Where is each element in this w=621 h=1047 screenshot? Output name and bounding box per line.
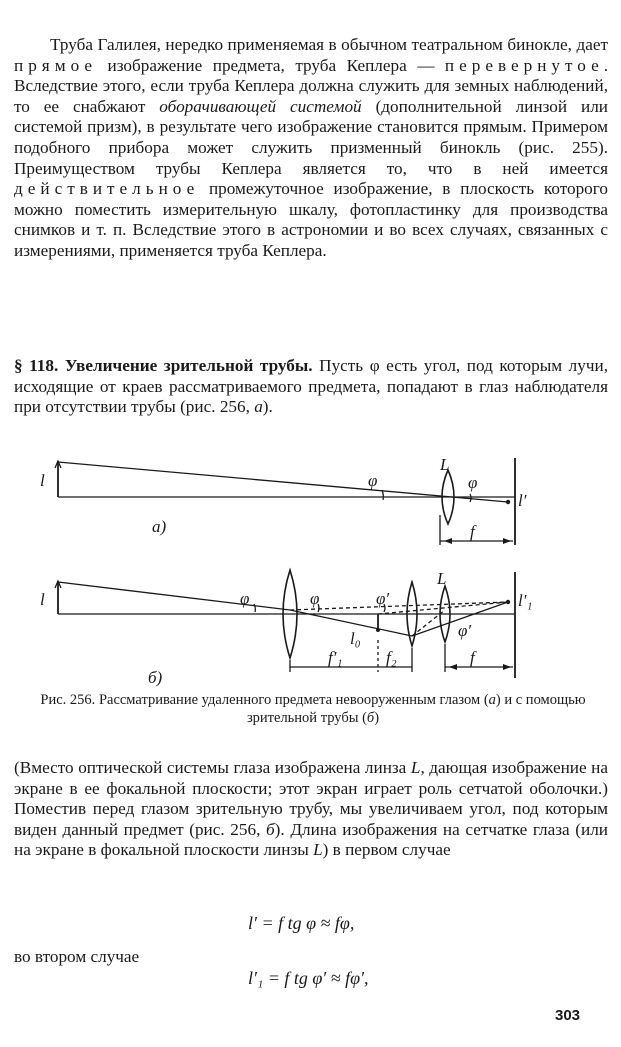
- label-f1: f′₁: [328, 648, 343, 667]
- paragraph-retina: [14, 758, 608, 861]
- label-phi-b2: φ: [310, 589, 320, 608]
- spaced-emphasis: действительное: [14, 179, 200, 199]
- angle-arc-b1: [254, 604, 255, 612]
- image-point-a: [506, 500, 510, 504]
- figure-labels: [40, 455, 532, 687]
- formula-first-case: l′ = f tg φ ≈ fφ,: [248, 913, 355, 933]
- label-phi-b1: φ: [240, 589, 250, 608]
- intermediate-point: [376, 628, 380, 632]
- text-run: а: [488, 692, 496, 708]
- label-phi-a2: φ: [468, 473, 478, 492]
- panel-label-b: б): [148, 668, 163, 687]
- label-l-prime: l′: [518, 491, 527, 510]
- arrowhead: [503, 538, 511, 544]
- image-point-b: [506, 600, 510, 604]
- label-f2: f₂: [386, 648, 397, 667]
- arrowhead: [444, 538, 452, 544]
- figure-ref: б: [266, 819, 275, 839]
- figure-ref: а: [254, 397, 263, 417]
- symbol-L: L: [313, 840, 323, 860]
- caption-prefix: Рис. 256.: [40, 692, 96, 708]
- label-l1-prime: l′₁: [518, 591, 533, 610]
- angle-arc-a1: [382, 490, 383, 500]
- text-run: (Вместо оптической системы глаза изображена линза: [14, 758, 411, 777]
- text-run: Рассматривание удаленного предмета невооруженным глазом (: [95, 692, 489, 708]
- label-l-a: l: [40, 471, 45, 490]
- spaced-emphasis: перевернутое: [444, 55, 604, 75]
- italic-term: оборачивающей системой: [159, 96, 362, 116]
- label-phi-prime-b1: φ′: [376, 589, 390, 608]
- formula-second-case: l′₁ = f tg φ′ ≈ fφ′,: [248, 968, 369, 988]
- text-run: Пусть φ есть угол, под которым лучи, исходящие от краев рассматриваемого предмета, попадают в глаз наблюдателя при отсутствии трубы (рис. 256,: [14, 356, 608, 417]
- label-L-a: L: [440, 455, 450, 474]
- arrowhead: [449, 664, 457, 670]
- second-case-text: во втором случае: [14, 947, 140, 966]
- label-l-b: l: [40, 590, 45, 609]
- label-phi-prime-b2: φ′: [458, 621, 472, 640]
- text-run: ) в первом случае: [322, 840, 451, 860]
- figure-caption: [30, 692, 596, 727]
- page-number: 303: [555, 1007, 581, 1024]
- text-run: изображение предмета, труба Кеплера —: [97, 55, 445, 75]
- label-L-b: L: [437, 569, 447, 588]
- ray-b-dashed2: [378, 602, 508, 614]
- text-run: промежуточное изображение, в плоскость которого можно поместить измерительную шкалу, фотопластинку для производства снимков и т. п. Вследствие этого в астрономии и во всех случаях, связанных с измерениями, применяется труба Кеплера.: [14, 179, 608, 260]
- section-heading: § 118. Увеличение зрительной трубы.: [14, 356, 313, 375]
- text-run: Труба Галилея, нередко применяемая в обычном театральном бинокле, дает: [50, 35, 608, 54]
- arrowhead: [503, 664, 511, 670]
- text-run: ): [374, 709, 380, 726]
- ray-b-dashed1: [290, 602, 508, 610]
- label-phi-a1: φ: [368, 471, 378, 490]
- spaced-emphasis: прямое: [14, 55, 98, 75]
- text-run: ) и с помощью зрительной трубы (: [246, 692, 586, 726]
- label-f-b: f: [470, 648, 475, 667]
- panel-label-a: а): [152, 517, 167, 536]
- symbol-L: L: [410, 758, 421, 777]
- label-f-a: f: [470, 522, 475, 541]
- text-run: ). Длина изображения на сетчатке глаза (или на экране в фокальной плоскости линзы: [14, 819, 608, 860]
- label-l0: l₀: [350, 629, 361, 648]
- text-run: ).: [262, 397, 273, 417]
- text-run: б: [366, 709, 375, 726]
- text-run: , дающая изображение на экране в ее фокальной плоскости; этот экран играет роль сетчатой оболочки.) Поместив перед глазом зрительную трубу, мы увеличиваем угол, под которым виден данный предмет (рис. 256,: [14, 758, 608, 839]
- figure-lines: [55, 458, 515, 678]
- text-run: . Вследствие этого, если труба Кеплера должна служить для земных наблюдений, то ее снабжают: [14, 55, 608, 116]
- text-run: (дополнительной линзой или системой призм), в результате чего изображение становится прямым. Примером подобного прибора может служить призменный бинокль (рис. 255). Преимуществом трубы Кеплера является то, что в ней имеется: [14, 96, 608, 178]
